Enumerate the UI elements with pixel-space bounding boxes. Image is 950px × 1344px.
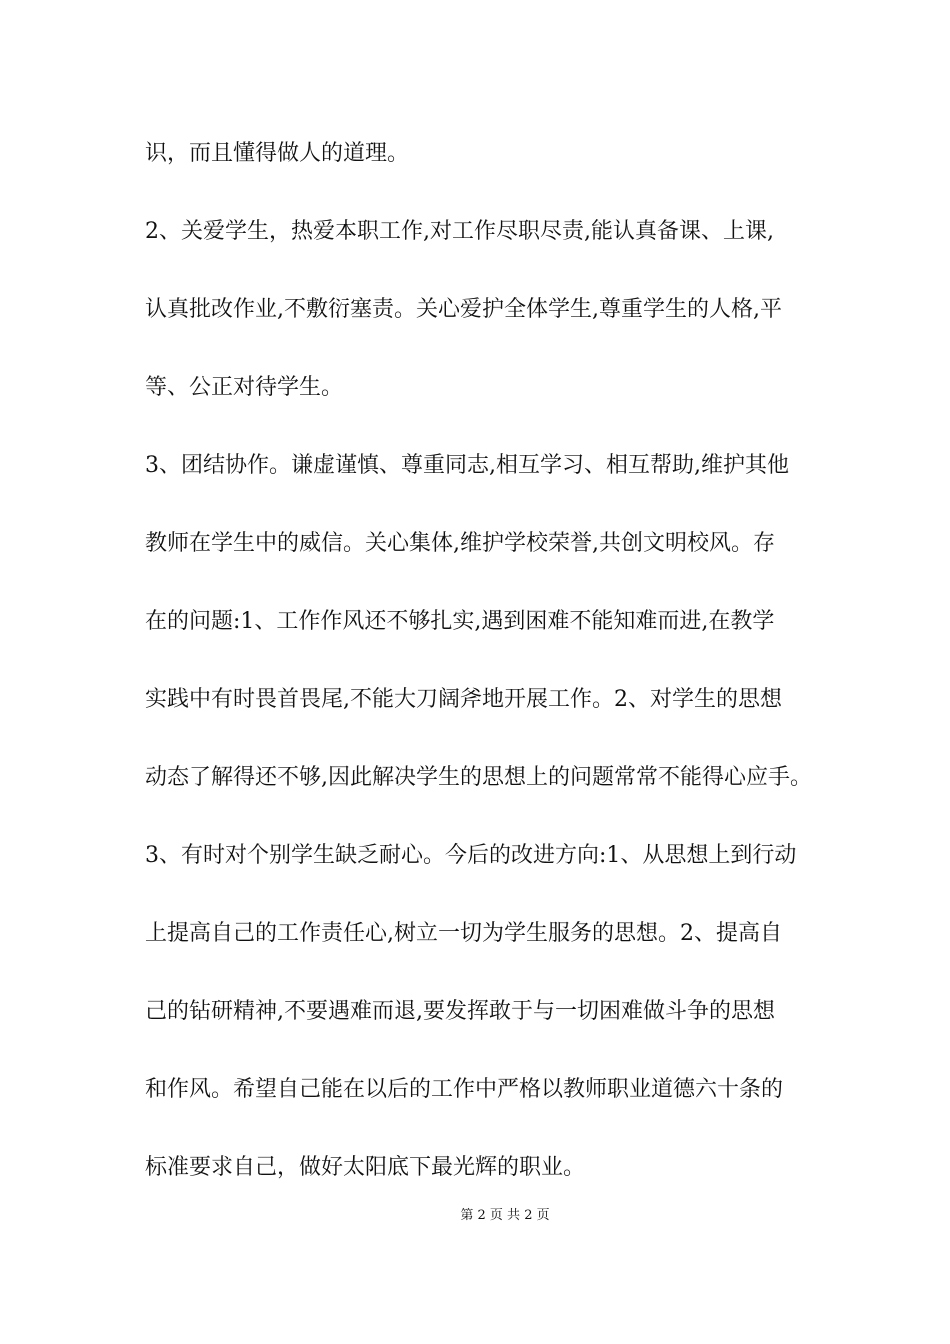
body-line: 上提高自己的工作责任心,树立一切为学生服务的思想。2、提高自: [145, 921, 782, 946]
body-line: 动态了解得还不够,因此解决学生的思想上的问题常常不能得心应手。: [145, 765, 812, 790]
body-line: 己的钻研精神,不要遇难而退,要发挥敢于与一切困难做斗争的思想: [145, 999, 775, 1024]
body-line: 2、关爱学生，热爱本职工作,对工作尽职尽责,能认真备课、上课,: [145, 219, 774, 244]
body-line: 和作风。希望自己能在以后的工作中严格以教师职业道德六十条的: [145, 1077, 784, 1102]
body-line: 3、团结协作。谦虚谨慎、尊重同志,相互学习、相互帮助,维护其他: [145, 453, 789, 478]
body-line: 认真批改作业,不敷衍塞责。关心爱护全体学生,尊重学生的人格,平: [145, 297, 782, 322]
body-line: 标准要求自己，做好太阳底下最光辉的职业。: [145, 1155, 586, 1180]
body-line: 实践中有时畏首畏尾,不能大刀阔斧地开展工作。2、对学生的思想: [145, 687, 782, 712]
body-line: 等、公正对待学生。: [145, 375, 344, 400]
body-line: 在的问题:1、工作作风还不够扎实,遇到困难不能知难而进,在教学: [145, 609, 775, 634]
document-body: [145, 130, 825, 1222]
body-line: 3、有时对个别学生缺乏耐心。今后的改进方向:1、从思想上到行动: [145, 843, 797, 868]
body-line: 识，而且懂得做人的道理。: [145, 141, 410, 166]
body-line: 教师在学生中的威信。关心集体,维护学校荣誉,共创文明校风。存: [145, 531, 775, 556]
page-number-footer: 第 2 页 共 2 页: [460, 1208, 550, 1223]
